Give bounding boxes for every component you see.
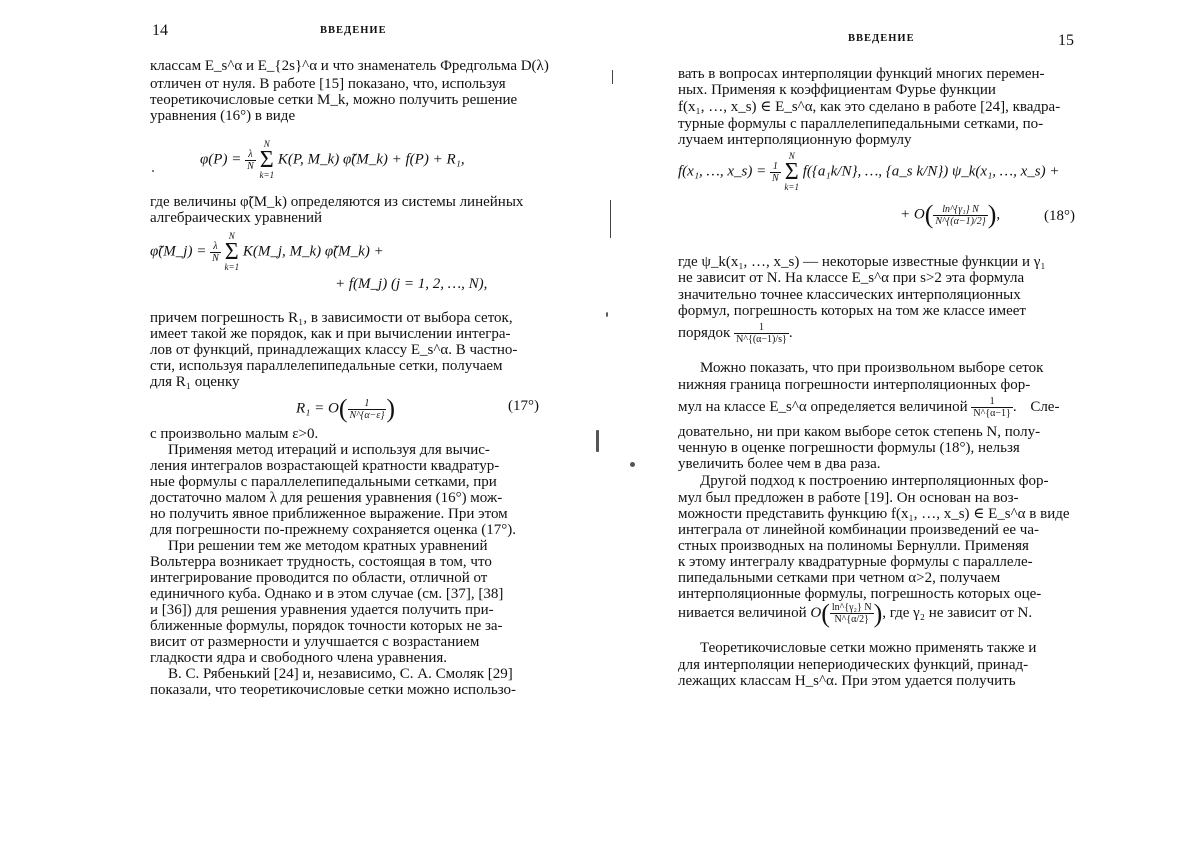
right-line-8: значительно точнее классических интерполяционных [678,287,1021,303]
right-line-6: где ψ_k(x₁, …, x_s) — некоторые известные функции и γ₁ [678,254,1046,270]
eq17-frac: $\frac{1}{N\^{}\{\alpha-\varepsilon\}}$ [349,397,385,421]
right-page [600,0,1200,843]
system-body: K(M_j, M_k) φ̃(M_k) + [242,243,384,260]
left-line-13: Применяя метод итераций и используя для вычис- [168,442,490,458]
system-lhs: φ̃(M_j) = [150,243,207,260]
right-line-15: ченную в оценке погрешности формулы (18°), нельзя [678,440,1020,456]
estimate-frac: $\frac{\text{ln\textasciicircum{}\{γ₂\} N}}{N\^{}\{\alpha/2\}}$ [831,602,872,625]
eq16-coef: $\frac{\lambda}{N}$ [247,148,254,172]
equation-16 [200,140,465,180]
right-line-17: Другой подход к построению интерполяционных фор- [700,473,1049,489]
right-line-11: Можно показать, что при произвольном выборе сеток [700,360,1044,376]
lower-bound-text: мул на классе E_s^α определяется величиной [678,398,968,415]
estimate-text: нивается величиной [678,604,807,621]
eq18-sum: N Σ k=1 [784,151,799,192]
left-line-21: интегрирование проводится по области, отличной от [150,570,488,586]
equation-18-line-2: + O( $\frac{\text{ln\textasciicircum{}\{γ₁\} N}}{N\^{}\{(\alpha-1)/2\}}$ ), [900,200,1001,229]
eq17-lhs: R₁ = O [296,400,339,417]
gamma2-text: где γ₂ не зависит от N. [889,604,1033,621]
right-line-10: порядок $\frac{1}{N\^{}\{(\alpha-1)/s\}}$ . [678,322,793,345]
eq18-remainder-frac: $\frac{\text{ln\textasciicircum{}\{γ₁\} N}}{N\^{}\{(\alpha-1)/2\}}$ [935,203,986,227]
order-frac: $\frac{1}{N\^{}\{(\alpha-1)/s\}}$ [736,322,787,345]
left-line-23: и [36]) для решения уравнения удается получить при- [150,602,494,618]
eq18-big-o: + O [900,206,925,223]
eq16-body: K(P, M_k) φ̃(M_k) + f(P) + R₁, [277,151,465,168]
right-line-1: вать в вопросах интерполяции функций многих перемен- [678,66,1045,82]
left-line-24: ближенные формулы, порядок точности которых не за- [150,618,503,634]
right-line-27: Теоретикочисловые сетки можно применять также и [700,640,1037,656]
system-sum: N Σ k=1 [224,231,240,272]
left-line-1: классам E_s^α и E_{2s}^α и что знаменатель Фредгольма D(λ) [150,58,549,74]
left-line-3: теоретикочисловые сетки M_k, можно получить решение [150,92,518,108]
right-line-2: ных. Применяя к коэффициентам Фурье функции [678,82,996,98]
eq18-lhs: f(x₁, …, x_s) = [678,163,767,180]
right-line-21: стных производных на полиномы Бернулли. Применяя [678,538,1029,554]
left-line-25: висит от размерности и улучшается с возрастанием [150,634,480,650]
left-line-6: алгебраических уравнений [150,210,323,226]
left-line-17: но получить явное приближенное выражение. При этом [150,506,508,522]
right-line-20: интеграла от линейной комбинации произведений ее ча- [678,522,1039,538]
left-line-19: При решении тем же методом кратных уравнений [168,538,488,554]
left-line-8: имеет такой же порядок, как и при вычислении интегра- [150,326,511,342]
left-line-16: достаточно малом λ для решения уравнения (16°) мож- [150,490,503,506]
poryadok-label: порядок [678,324,731,341]
right-line-5: лучаем интерполяционную формулу [678,132,912,148]
right-line-13: мул на классе E_s^α определяется величиной $\frac{1}{N\^{}\{\alpha-1\}}$ . Сле- [678,396,1060,419]
right-line-18: мул был предложен в работе [19]. Он основан на воз- [678,490,1019,506]
right-line-7: не зависит от N. На классе E_s^α при s>2 эта формула [678,270,1025,286]
left-line-14: ления интегралов возрастающей кратности квадратур- [150,458,500,474]
scan-speck [630,462,635,467]
left-line-15: ные формулы с параллелепипедальными сетками, при [150,474,497,490]
scan-speck [152,170,154,172]
lower-bound-frac: $\frac{1}{N\^{}\{\alpha-1\}}$ [973,396,1011,419]
right-line-16: увеличить более чем в два раза. [678,456,881,472]
right-line-14: довательно, ни при каком выборе сеток степень N, полу- [678,424,1041,440]
estimate-line-visible: нивается величиной O( $\frac{\text{ln\textasciicircum{}\{γ₂\} N}}{N\^{}\{\alpha/2\}}$ ), где γ₂ не зависит от N. [678,599,1033,628]
eq17-number: (17°) [508,398,539,414]
scan-speck [596,430,599,452]
scan-mark [612,70,613,84]
right-line-12: нижняя граница погрешности интерполяционных фор- [678,377,1031,393]
left-running-header: ВВЕДЕНИЕ [320,25,387,36]
left-line-18: для погрешности по-прежнему сохраняется оценка (17°). [150,522,517,538]
eq18-body: f({a₁k/N}, …, {a_s k/N}) ψ_k(x₁, …, x_s) + [802,163,1060,180]
equation-18 [678,152,1060,192]
left-line-7: причем погрешность R₁, в зависимости от выбора сеток, [150,310,513,326]
right-line-24: интерполяционные формулы, погрешность которых оце- [678,586,1042,602]
system-equation [150,232,384,272]
left-line-11: для R₁ оценку [150,374,240,390]
eq18-number: (18°) [1044,208,1075,224]
right-page-number: 15 [1058,32,1074,49]
right-running-header: ВВЕДЕНИЕ [848,33,915,44]
left-line-20: Вольтерра возникает трудность, состоящая в том, что [150,554,492,570]
left-line-9: лов от функций, принадлежащих классу E_s^α. В частно- [150,342,518,358]
right-line-23: пипедальными сетками при четном α>2, получаем [678,570,1001,586]
left-page-number: 14 [152,22,168,39]
left-line-26: гладкости ядра и свободного члена уравнения. [150,650,448,666]
right-line-9: формул, погрешность которых на том же классе имеет [678,303,1026,319]
left-line-2: отличен от нуля. В работе [15] показано, что, используя [150,76,506,92]
right-line-19: можности представить функцию f(x₁, …, x_s) ∈ E_s^α в виде [678,506,1070,522]
system-coef: $\frac{\lambda}{N}$ [212,240,219,264]
left-line-4: уравнения (16°) в виде [150,108,296,124]
left-line-27: В. С. Рябенький [24] и, независимо, С. А. Смоляк [29] [168,666,513,682]
right-line-29: лежащих классам H_s^α. При этом удается получить [678,673,1016,689]
eq16-sum: N Σ k=1 [259,139,275,180]
left-line-28: показали, что теоретикочисловые сетки можно использо- [150,682,517,698]
right-line-4: турные формулы с параллелепипедальными сетками, по- [678,116,1044,132]
left-line-12: с произвольно малым ε>0. [150,426,319,442]
left-line-22: единичного куба. Однако и в этом случае (см. [37], [38] [150,586,504,602]
right-line-22: к этому интегралу квадратурные формулы с параллеле- [678,554,1033,570]
left-line-10: сти, используя параллелепипедальные сетки, получаем [150,358,503,374]
right-line-3: f(x₁, …, x_s) ∈ E_s^α, как это сделано в работе [24], квадра- [678,99,1061,115]
right-line-28: для интерполяции непериодических функций, принад- [678,657,1029,673]
sle-text: Сле- [1030,398,1060,415]
eq18-coef: $\frac{1}{N}$ [772,160,779,184]
left-line-5: где величины φ̃(M_k) определяются из системы линейных [150,194,524,210]
estimate-big-o: O [810,604,822,621]
scan-mark [610,200,611,238]
system-line-2: + f(M_j) (j = 1, 2, …, N), [335,276,488,292]
equation-17: R₁ = O( $\frac{1}{N\^{}\{\alpha-\varepsilon\}}$ ) [296,394,396,423]
eq16-lhs: φ(P) = [200,151,242,168]
